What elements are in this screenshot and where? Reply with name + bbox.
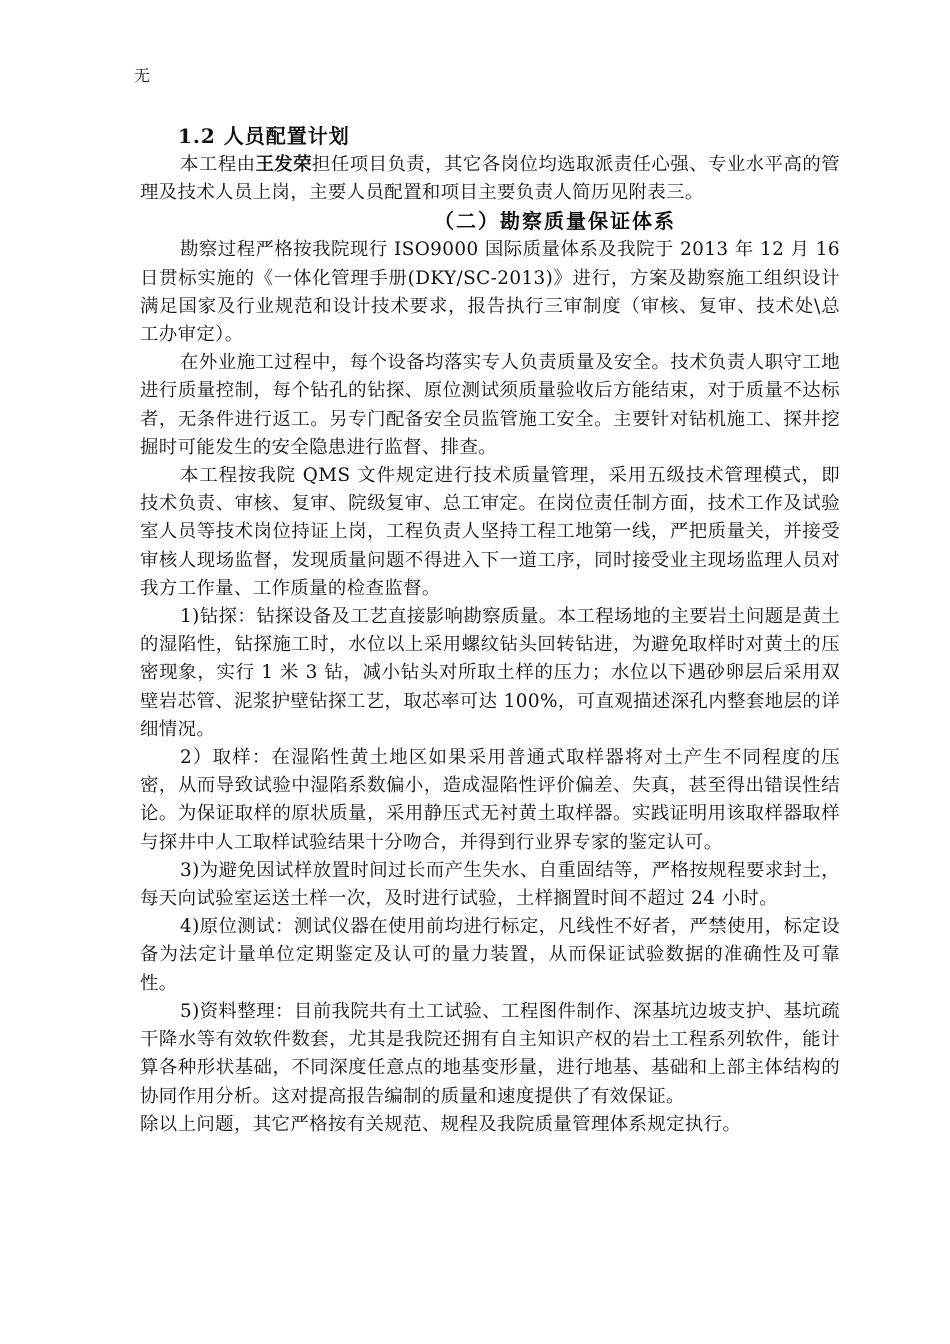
quality-paragraph-drilling: 1)钻探：钻探设备及工艺直接影响勘察质量。本工程场地的主要岩土问题是黄土的湿陷性，钻探施工时，水位以上采用螺纹钻头回转钻进，为避免取样时对黄土的压密现象，实行 1 米 3 钻，减小钻头对所取土样的压力；水位以下遇砂卵层后采用双壁岩芯管、泥浆护壁钻探工艺，取芯率可达 100%，可直观描述深孔内整套地层的详细情况。 [140,606,840,740]
staffing-paragraph [140,151,840,207]
staffing-intro-after: 担任项目负责，其它各岗位均选取派责任心强、专业水平高的管理及技术人员上岗，主要人员配置和项目主要负责人简历见附表三。 [140,154,840,204]
quality-paragraph-sampling: 2）取样：在湿陷性黄土地区如果采用普通式取样器将对土产生不同程度的压密，从而导致试验中湿陷系数偏小，造成湿陷性评价偏差、失真，甚至得出错误性结论。为保证取样的原状质量，采用静压式无衬黄土取样器。实践证明用该取样器取样与探井中人工取样试验结果十分吻合，并得到行业界专家的鉴定认可。 [140,747,840,853]
staffing-intro-before: 本工程由 [180,154,256,175]
closing-paragraph: 除以上问题，其它严格按有关规范、规程及我院质量管理体系规定执行。 [140,1113,742,1135]
document-body [140,122,840,1139]
quality-paragraph-data-processing: 5)资料整理：目前我院共有土工试验、工程图件制作、深基坑边坡支护、基坑疏干降水等有效软件数套，尤其是我院还拥有自主知识产权的岩土工程系列软件，能计算各种形状基础，不同深度任意点的地基变形量，进行地基、基础和上部主体结构的协同作用分析。这对提高报告编制的质量和速度提供了有效保证。 [140,1000,840,1107]
project-leader-name: 王发荣 [255,154,313,175]
header-mark: 无 [134,66,151,85]
quality-paragraph-sample-storage: 3)为避免因试样放置时间过长而产生失水、自重固结等，严格按规程要求封土，每天向试验室运送土样一次，及时进行试验，土样搁置时间不超过 24 小时。 [140,859,840,910]
section-title: 1.2 人员配置计划 [178,124,350,148]
quality-paragraph-iso: 勘察过程严格按我院现行 ISO9000 国际质量体系及我院于 2013 年 12 月 16 日贯标实施的《一体化管理手册(DKY/SC-2013)》进行，方案及勘察施工组织设计满足国家及行业规范和设计技术要求，报告执行三审制度（审核、复审、技术处\总工办审定）。 [140,239,840,346]
quality-paragraph-in-situ-test: 4)原位测试：测试仪器在使用前均进行标定，凡线性不好者，严禁使用，标定设备为法定计量单位定期鉴定及认可的量力装置，从而保证试验数据的准确性及可靠性。 [140,916,840,994]
quality-paragraph-field-work: 在外业施工过程中，每个设备均落实专人负责质量及安全。技术负责人职守工地进行质量控制，每个钻孔的钻探、原位测试须质量验收后方能结束，对于质量不达标者，无条件进行返工。另专门配备安全员监管施工安全。主要针对钻机施工、探井挖掘时可能发生的安全隐患进行监督、排查。 [140,352,840,458]
quality-paragraph-qms: 本工程按我院 QMS 文件规定进行技术质量管理，采用五级技术管理模式，即技术负责、审核、复审、院级复审、总工审定。在岗位责任制方面，技术工作及试验室人员等技术岗位持证上岗，工程负责人坚持工程工地第一线，严把质量关，并接受审核人现场监督，发现质量问题不得进入下一道工序，同时接受业主现场监理人员对我方工作量、工作质量的检查监督。 [140,465,840,599]
quality-section-title: （二）勘察质量保证体系 [434,209,676,234]
